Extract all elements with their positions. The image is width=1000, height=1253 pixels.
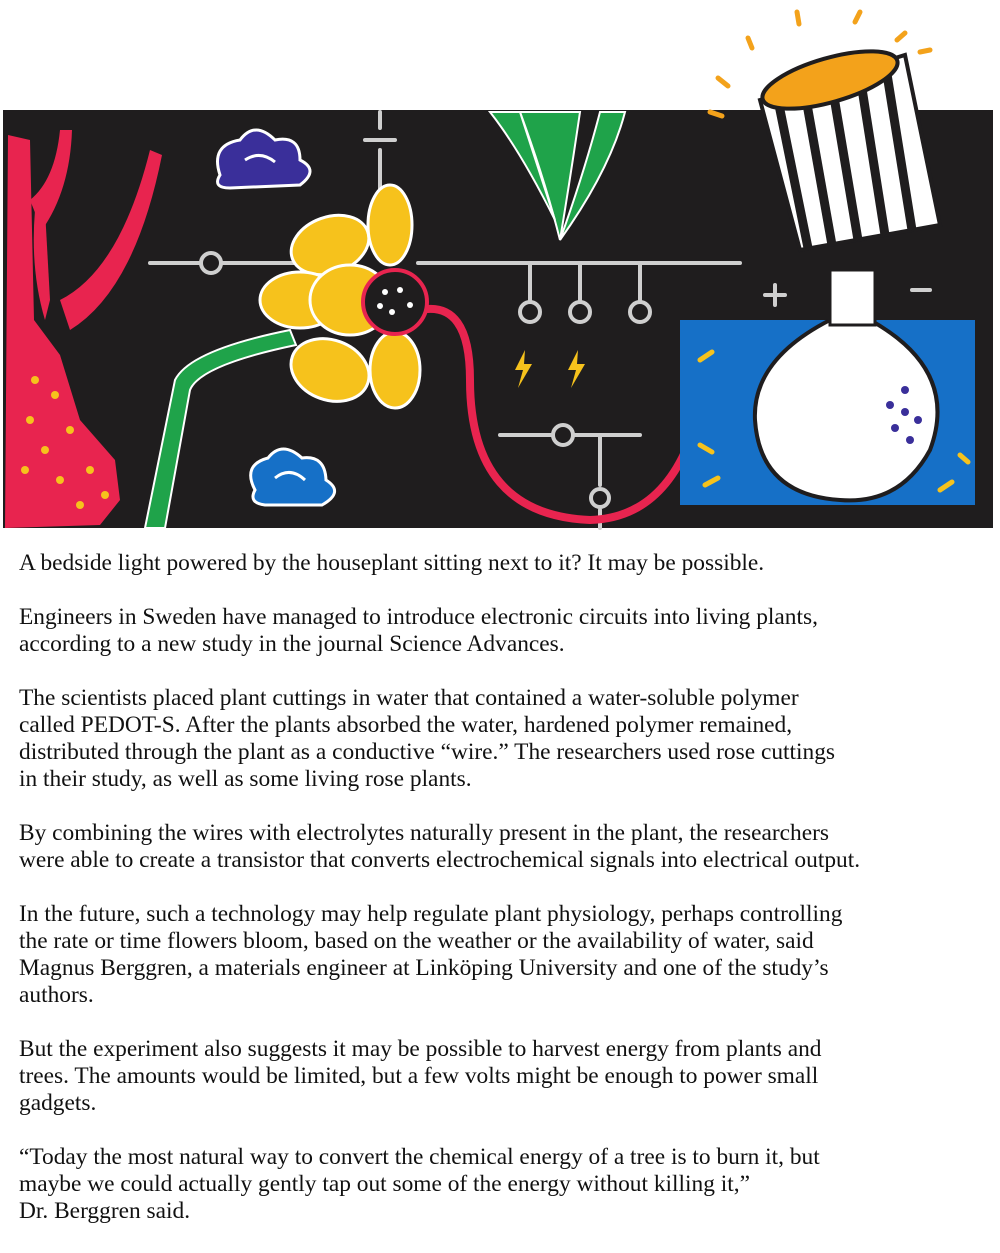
article-paragraph: By combining the wires with electrolytes naturally present in the plant, the researchers were able to create a transistor that converts electrochemical signals into electrical output. (19, 820, 861, 873)
article-paragraph: Engineers in Sweden have managed to introduce electronic circuits into living plants, according to a new study in the journal Science Advances. (19, 604, 818, 657)
plant-circuit-illustration (0, 0, 1000, 530)
article-body (19, 550, 994, 1252)
article-paragraph: A bedside light powered by the houseplant sitting next to it? It may be possible. (19, 550, 765, 576)
article-paragraph: “Today the most natural way to convert the chemical energy of a tree is to burn it, but maybe we could actually gently tap out some of the energy without killing it,” Dr. Berggren said. (19, 1144, 820, 1224)
flower-center (363, 270, 427, 334)
article-paragraph: The scientists placed plant cuttings in water that contained a water-soluble polymer called PEDOT-S. After the plants absorbed the water, hardened polymer remained, distributed through the plant as a conductive “wire.” The researchers used rose cuttings in their study, as well as some living rose plants. (19, 685, 836, 792)
article-paragraph: But the experiment also suggests it may be possible to harvest energy from plants and trees. The amounts would be limited, but a few volts might be enough to power small gadgets. (19, 1036, 822, 1116)
article-paragraph: In the future, such a technology may help regulate plant physiology, perhaps controlling the rate or time flowers bloom, based on the weather or the availability of water, said Magnus Berggren, a materials engineer at Linköping University and one of the study’s authors. (19, 901, 843, 1008)
